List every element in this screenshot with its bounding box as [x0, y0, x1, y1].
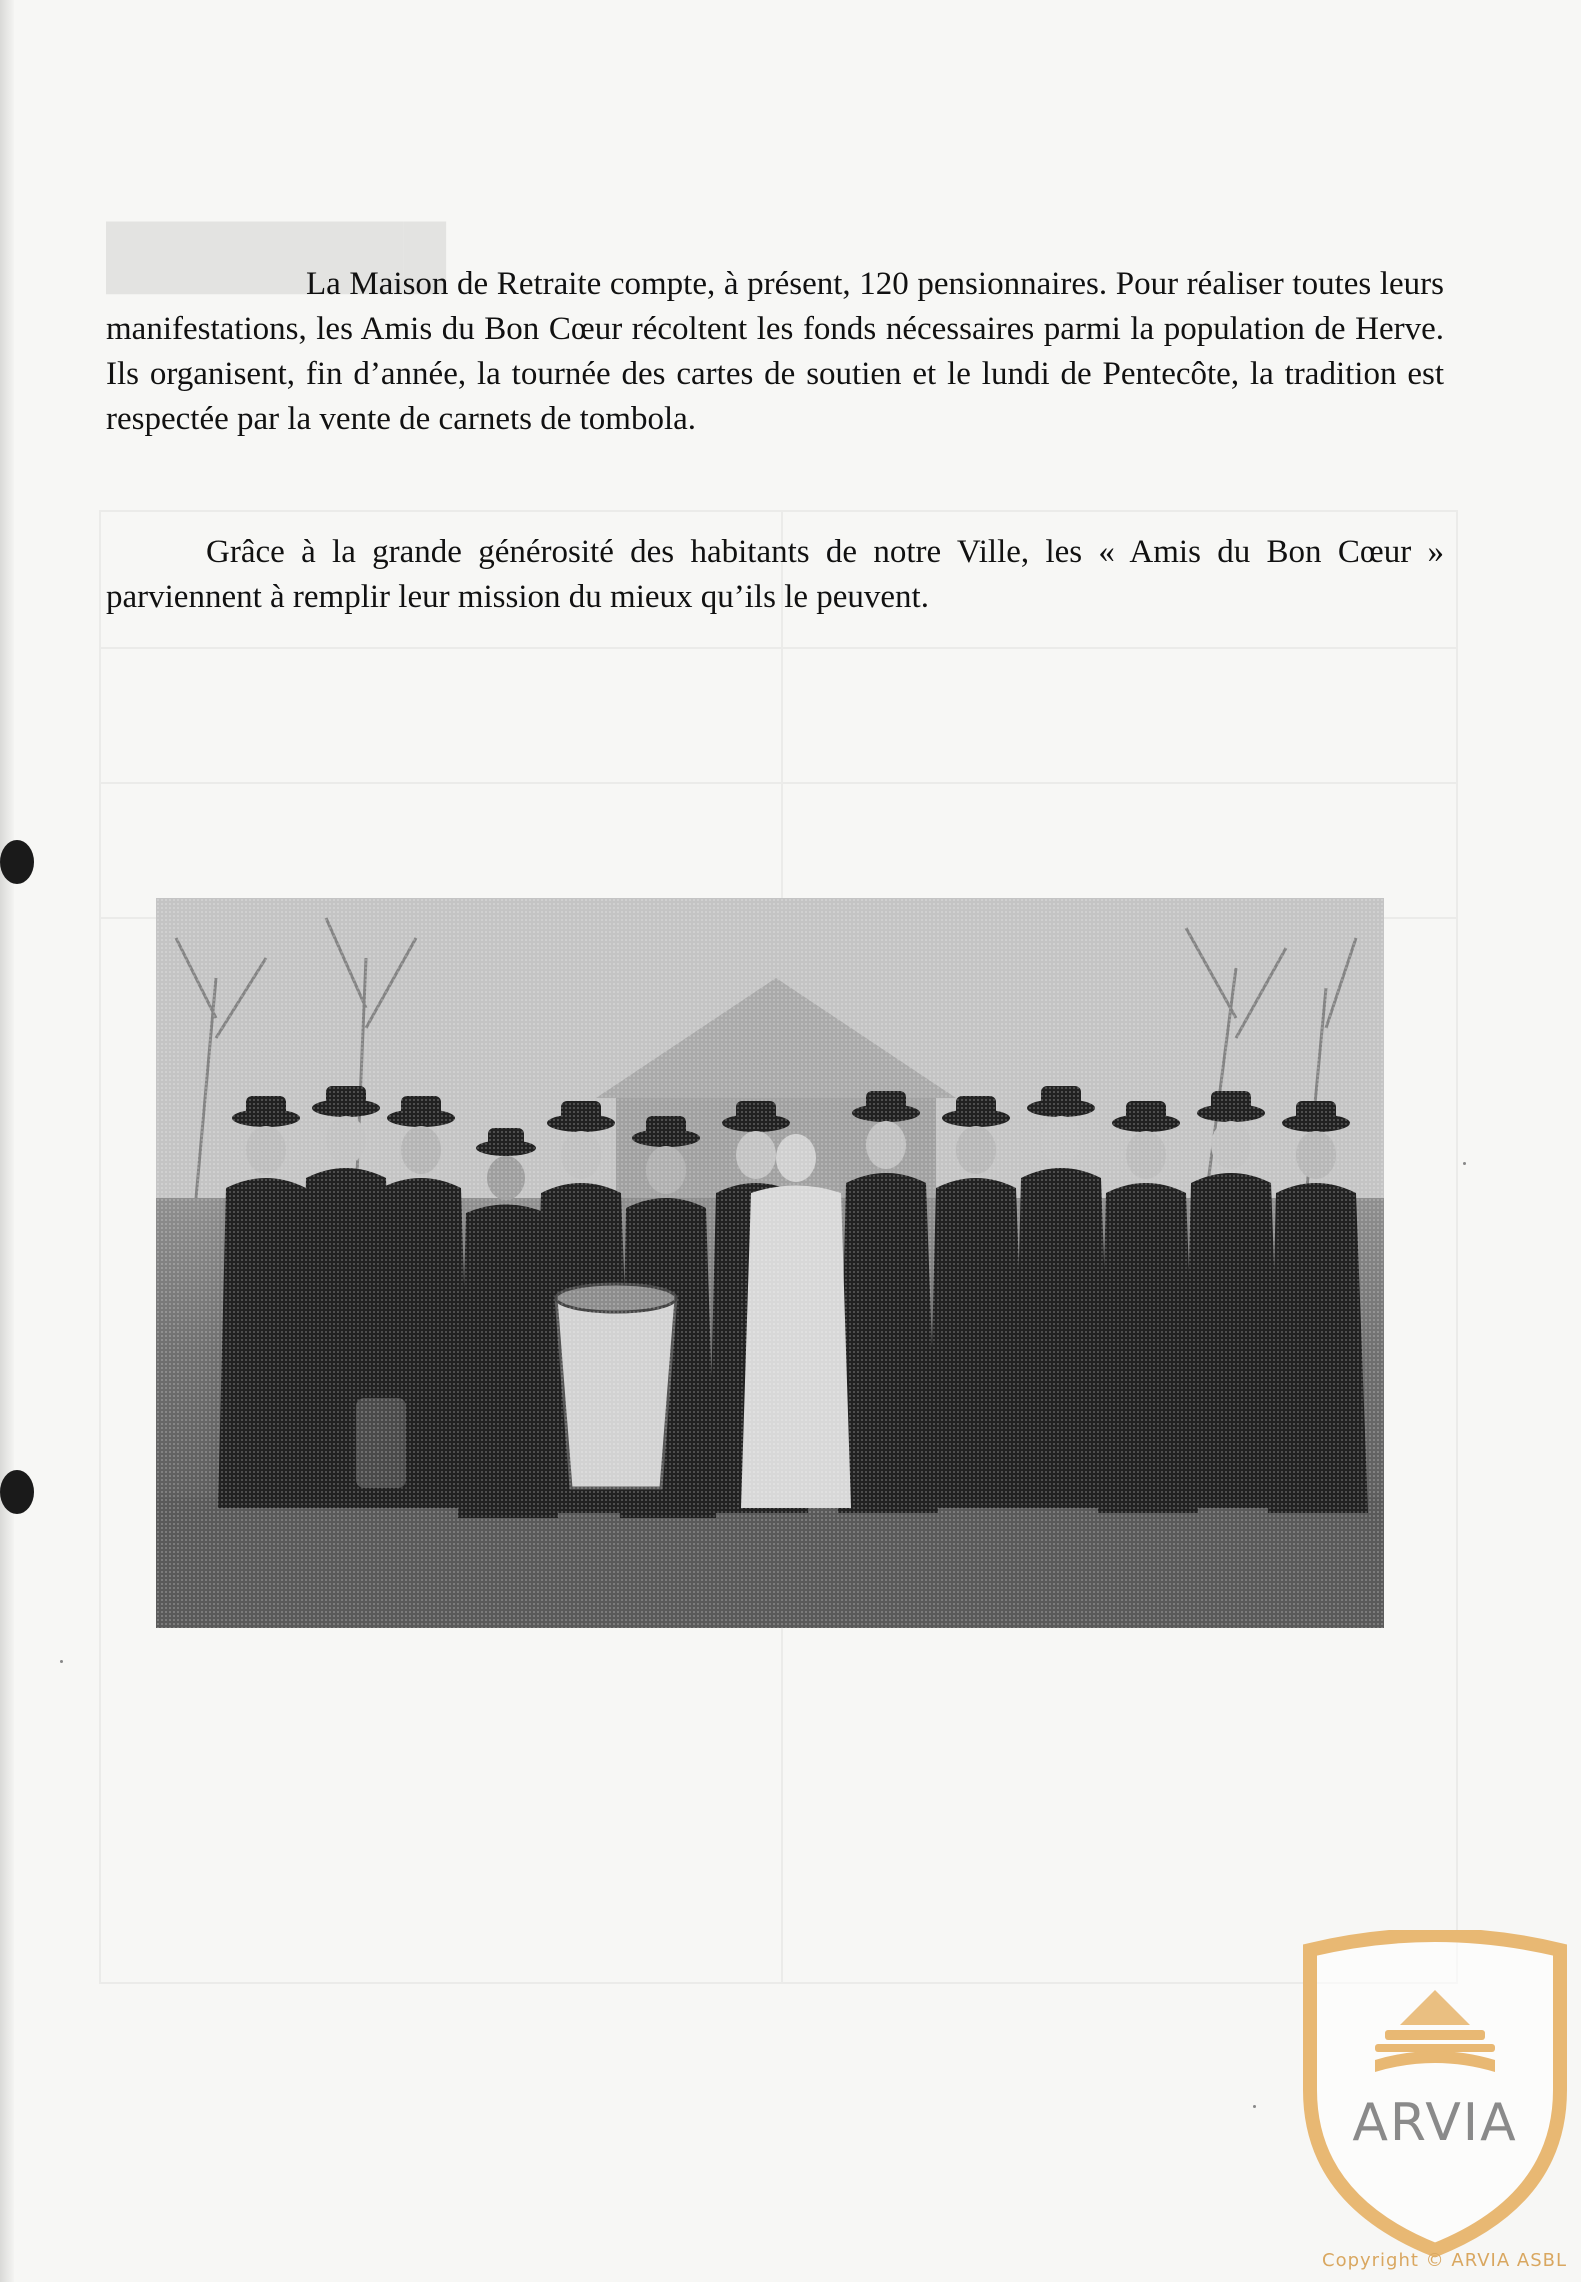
binder-hole-top	[0, 840, 34, 884]
bleed-through-title: ████████	[106, 223, 447, 289]
paragraph-2: Grâce à la grande générosité des habitants de notre Ville, les « Amis du Bon Cœur » parviennent à remplir leur mission du mieux qu’ils le peuvent.	[106, 534, 1444, 615]
speck	[1463, 1162, 1466, 1165]
speck	[1253, 2105, 1256, 2108]
arvia-logo	[1290, 1930, 1580, 2270]
speck	[60, 1660, 63, 1663]
copyright-notice: Copyright © ARVIA ASBL	[1322, 2250, 1568, 2271]
binder-hole-bottom	[0, 1470, 34, 1514]
page-edge-shadow	[0, 0, 14, 2282]
logo-text: ARVIA	[1352, 2093, 1518, 2153]
group-photo-illustration	[156, 898, 1384, 1628]
paragraph-1: La Maison de Retraite compte, à présent, 120 pensionnaires. Pour réaliser toutes leurs manifestations, les Amis du Bon Cœur récoltent les fonds nécessaires parmi la population de Herve. Ils organisent, fin d’année, la tournée des cartes de soutien et le lundi de Pentecôte, la tradition est respectée par la vente de carnets de tombola.	[106, 266, 1444, 437]
group-photo	[156, 898, 1384, 1628]
